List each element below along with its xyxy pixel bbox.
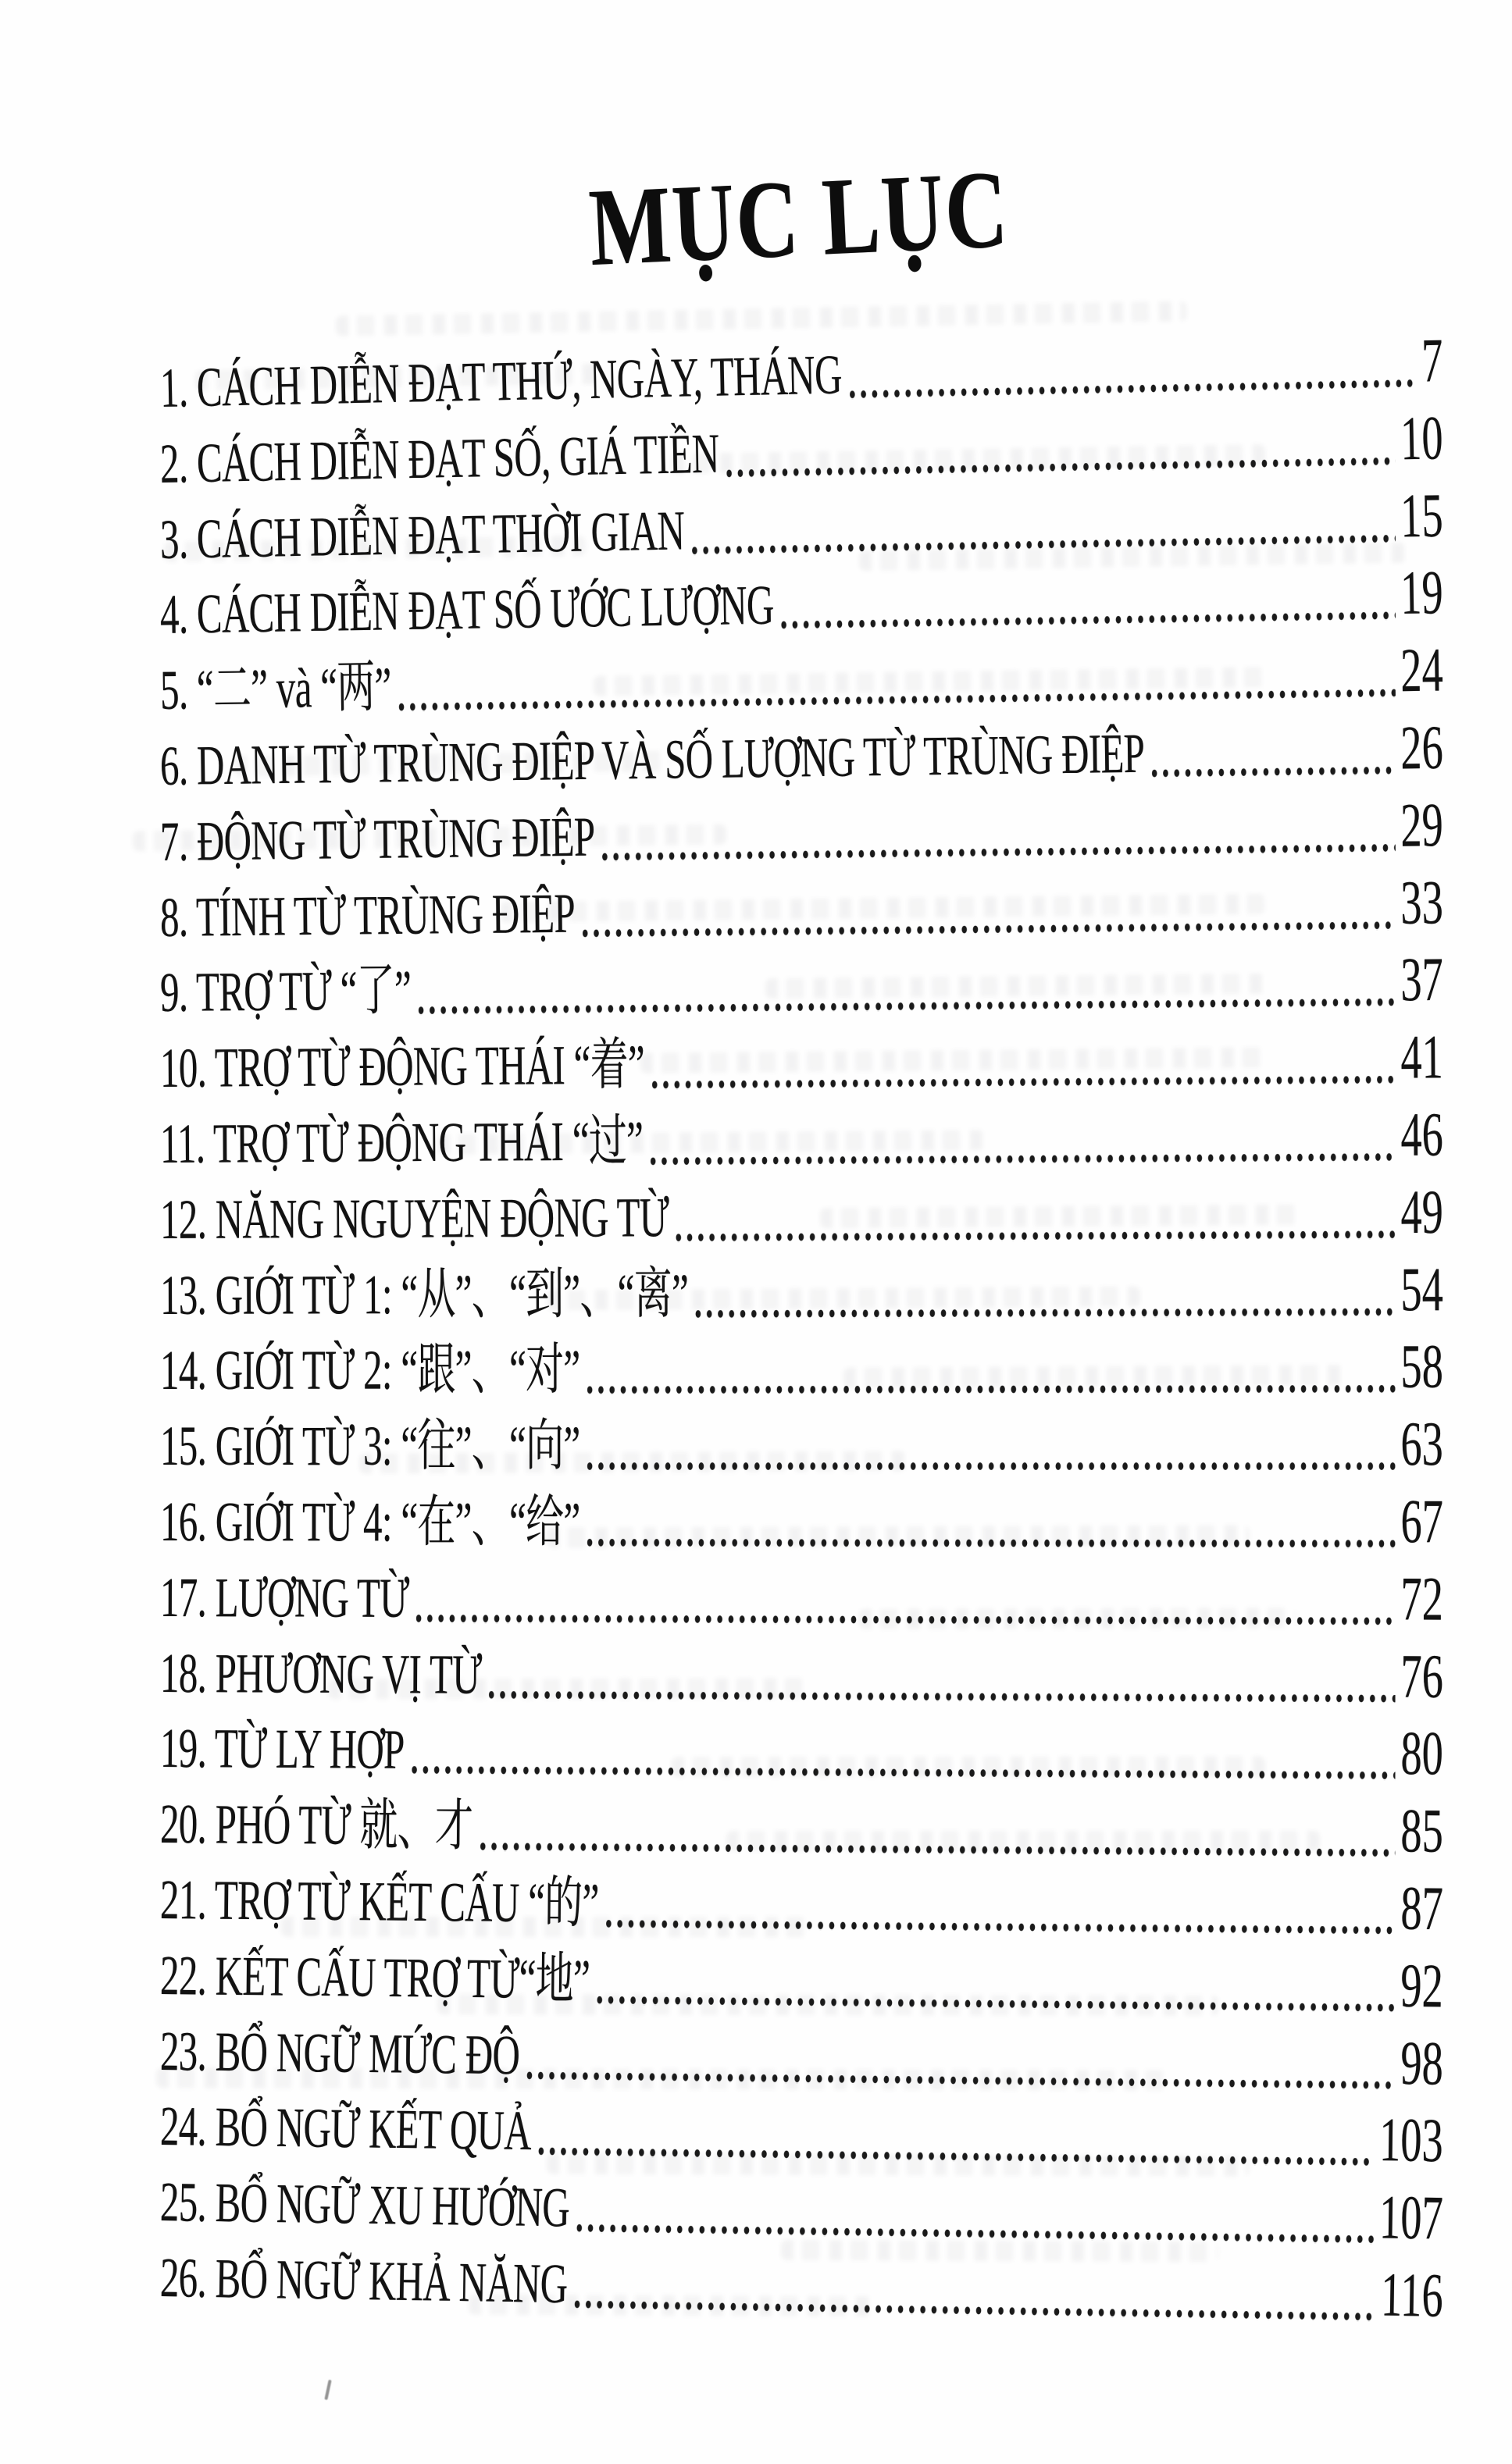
toc-entry-label: 7. ĐỘNG TỪ TRÙNG ĐIỆP bbox=[159, 805, 595, 873]
toc-entry-page-number: 29 bbox=[1400, 790, 1444, 860]
toc-entry bbox=[159, 2091, 1443, 2179]
toc-entry-label: 24. BỔ NGỮ KẾT QUẢ bbox=[159, 2095, 532, 2163]
dot-leader bbox=[538, 2148, 1374, 2167]
dot-leader bbox=[587, 1462, 1396, 1471]
toc-entry-label: 13. GIỚI TỪ 1: “从”、“到”、“离” bbox=[159, 1262, 689, 1326]
toc-entry-label: 16. GIỚI TỪ 4: “在”、“给” bbox=[159, 1490, 580, 1554]
toc-entry-label: 25. BỔ NGỮ XU HƯỚNG bbox=[159, 2170, 570, 2239]
toc-entry-label: 5. “二” và “两” bbox=[159, 655, 392, 722]
toc-entry bbox=[160, 1102, 1443, 1180]
dot-leader bbox=[416, 1615, 1396, 1626]
toc-entry-label: 3. CÁCH DIỄN ĐẠT THỜI GIAN bbox=[159, 499, 685, 571]
toc-entry-label: 19. TỪ LY HỢP bbox=[159, 1717, 405, 1782]
dot-leader bbox=[419, 999, 1396, 1016]
toc-entry bbox=[160, 1864, 1444, 1947]
toc-entry-label: 8. TÍNH TỪ TRÙNG ĐIỆP bbox=[159, 881, 576, 949]
dot-leader bbox=[726, 457, 1396, 478]
toc-entry-label: 20. PHÓ TỪ 就、才 bbox=[159, 1793, 473, 1858]
dot-leader bbox=[597, 1996, 1395, 2012]
toc-entry-label: 6. DANH TỪ TRÙNG ĐIỆP VÀ SỐ LƯỢNG TỪ TRÙNG ĐIỆP bbox=[159, 721, 1145, 797]
toc-entry-page-number: 87 bbox=[1400, 1874, 1444, 1944]
dot-leader bbox=[692, 534, 1396, 555]
toc-entry-page-number: 46 bbox=[1400, 1100, 1444, 1170]
dot-leader bbox=[781, 612, 1396, 630]
toc-entry-label: 26. BỔ NGỮ KHẢ NĂNG bbox=[159, 2246, 569, 2316]
toc-entry-page-number: 116 bbox=[1380, 2260, 1444, 2330]
toc-entry bbox=[159, 637, 1443, 728]
toc-entry bbox=[160, 946, 1444, 1029]
toc-entry bbox=[159, 2016, 1443, 2103]
toc-entry-label: 15. GIỚI TỪ 3: “往”、“向” bbox=[160, 1415, 580, 1478]
toc-entry-page-number: 67 bbox=[1400, 1487, 1443, 1557]
dot-leader bbox=[574, 2300, 1375, 2321]
toc-entry-page-number: 54 bbox=[1400, 1255, 1443, 1324]
dot-leader bbox=[651, 1153, 1396, 1166]
dot-leader bbox=[696, 1308, 1396, 1319]
toc-entry-page-number: 19 bbox=[1400, 558, 1444, 628]
toc-entry bbox=[160, 1411, 1443, 1483]
toc-entry-label: 2. CÁCH DIỄN ĐẠT SỐ, GIÁ TIỀN bbox=[159, 422, 720, 495]
toc-entry-page-number: 98 bbox=[1400, 2028, 1444, 2099]
toc-entry-label: 21. TRỢ TỪ KẾT CẤU “的” bbox=[159, 1868, 599, 1935]
dot-leader bbox=[652, 1076, 1396, 1090]
toc-entry-label: 17. LƯỢNG TỪ bbox=[159, 1565, 409, 1629]
toc-entry bbox=[159, 2167, 1443, 2257]
toc-entry-label: 10. TRỢ TỪ ĐỘNG THÁI “着” bbox=[159, 1033, 645, 1100]
toc-entry-page-number: 103 bbox=[1378, 2106, 1444, 2176]
toc-entry-page-number: 63 bbox=[1400, 1410, 1443, 1479]
toc-entry bbox=[159, 2242, 1443, 2334]
dot-leader bbox=[606, 1920, 1396, 1935]
toc-entry-page-number: 107 bbox=[1378, 2183, 1444, 2253]
toc-entry-page-number: 7 bbox=[1421, 326, 1444, 396]
page-title: MỤC LỤC bbox=[587, 146, 1011, 290]
toc-entry-label: 23. BỔ NGỮ MỨC ĐỘ bbox=[159, 2019, 520, 2086]
toc-entry-page-number: 58 bbox=[1400, 1333, 1443, 1402]
toc-entry bbox=[160, 1333, 1443, 1407]
toc-entry-page-number: 41 bbox=[1400, 1023, 1444, 1092]
dot-leader bbox=[398, 689, 1396, 712]
dot-leader bbox=[676, 1230, 1396, 1242]
toc-entry-page-number: 72 bbox=[1400, 1565, 1444, 1634]
dot-leader bbox=[850, 379, 1418, 400]
dot-leader bbox=[489, 1690, 1396, 1703]
toc-entry bbox=[160, 1024, 1443, 1105]
toc-entry-page-number: 10 bbox=[1400, 404, 1444, 474]
toc-entry bbox=[159, 714, 1443, 803]
dot-leader bbox=[480, 1843, 1396, 1857]
toc-entry-page-number: 85 bbox=[1400, 1796, 1444, 1866]
toc-entry bbox=[160, 1940, 1444, 2024]
toc-entry-label: 14. GIỚI TỪ 2: “跟”、“对” bbox=[159, 1338, 580, 1402]
toc-entry-page-number: 33 bbox=[1400, 867, 1444, 938]
toc-entry-page-number: 15 bbox=[1400, 481, 1444, 551]
dot-leader bbox=[576, 2224, 1374, 2245]
toc-entry-label: 1. CÁCH DIỄN ĐẠT THỨ, NGÀY, THÁNG bbox=[159, 343, 843, 419]
toc-entry-label: 12. NĂNG NGUYỆN ĐỘNG TỪ bbox=[159, 1185, 669, 1251]
toc-entry bbox=[160, 869, 1444, 954]
toc-entry bbox=[160, 1256, 1443, 1332]
dot-leader bbox=[602, 844, 1396, 862]
toc-entry bbox=[160, 1179, 1443, 1256]
dot-leader bbox=[587, 1539, 1396, 1548]
dot-leader bbox=[583, 921, 1396, 938]
toc-entry-label: 22. KẾT CẤU TRỢ TỪ“地” bbox=[159, 1943, 590, 2011]
toc-entry-label: 9. TRỢ TỪ “了” bbox=[159, 959, 412, 1024]
toc-entry-label: 18. PHƯƠNG VỊ TỪ bbox=[159, 1641, 482, 1706]
toc-entry bbox=[160, 1713, 1443, 1792]
toc-entry-page-number: 80 bbox=[1400, 1719, 1444, 1789]
toc-entry bbox=[160, 1789, 1443, 1870]
toc-entry bbox=[159, 792, 1443, 878]
toc-entry-page-number: 49 bbox=[1400, 1177, 1444, 1247]
toc-entry-page-number: 92 bbox=[1400, 1951, 1444, 2021]
toc-entry-page-number: 37 bbox=[1400, 945, 1444, 1015]
toc-entry-page-number: 24 bbox=[1400, 636, 1444, 706]
dot-leader bbox=[1152, 767, 1396, 778]
toc-entry bbox=[160, 1638, 1443, 1715]
toc-entry bbox=[160, 1562, 1443, 1638]
toc-entry-page-number: 26 bbox=[1400, 713, 1444, 783]
dot-leader bbox=[412, 1766, 1396, 1780]
toc-entry-label: 4. CÁCH DIỄN ĐẠT SỐ ƯỚC LƯỢNG bbox=[159, 574, 775, 646]
toc-entry-label: 11. TRỢ TỪ ĐỘNG THÁI “过” bbox=[159, 1109, 644, 1175]
toc-entry bbox=[160, 1487, 1443, 1560]
dot-leader bbox=[526, 2071, 1395, 2090]
toc-entry bbox=[159, 560, 1443, 652]
toc-entry-page-number: 76 bbox=[1400, 1642, 1444, 1711]
dot-leader bbox=[587, 1385, 1396, 1394]
